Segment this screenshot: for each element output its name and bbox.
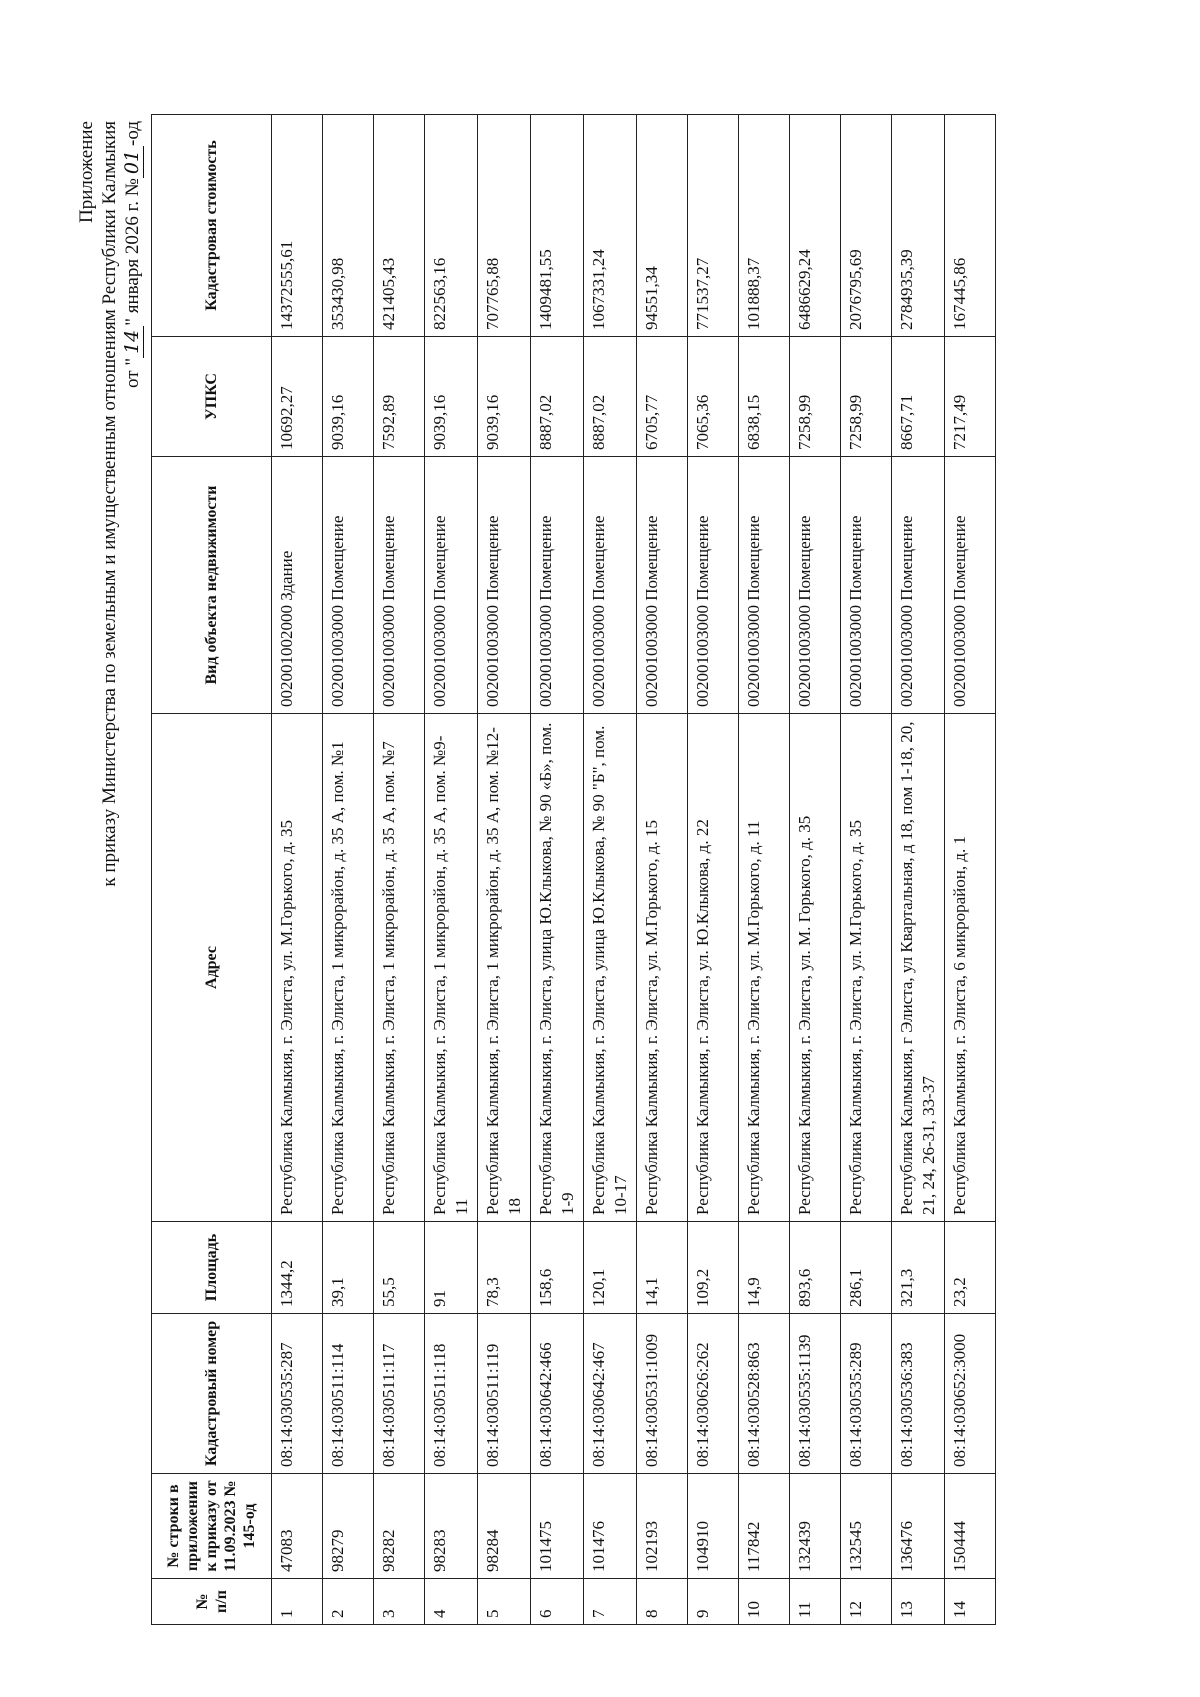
col-address-cell: Республика Калмыкия, г Элиста, ул Квартальная, д 18, пом 1-18, 20, 21, 24, 26-31, 33-37 — [892, 714, 945, 1222]
table-row — [531, 115, 584, 1625]
table-row — [945, 115, 996, 1625]
col-cadastral-number-header: Кадастровый номер — [152, 1314, 272, 1474]
col-row-number-cell: 4 — [425, 1579, 478, 1625]
col-upks-cell: 6838,15 — [739, 337, 790, 457]
header-date-suffix: -од — [122, 121, 143, 146]
col-upks-cell: 7258,99 — [790, 337, 841, 457]
col-row-number-cell: 5 — [478, 1579, 531, 1625]
col-area-cell: 91 — [425, 1222, 478, 1314]
table-row — [323, 115, 374, 1625]
col-area-cell: 14,9 — [739, 1222, 790, 1314]
col-cadastral-value-cell: 14372555,61 — [272, 115, 323, 337]
col-cadastral-number-cell: 08:14:030511:114 — [323, 1314, 374, 1474]
col-upks-cell: 7258,99 — [841, 337, 892, 457]
header-order-reference: к приказу Министерства по земельным и имущественным отношениям Республики Калмыкия — [99, 121, 120, 887]
col-address-header: Адрес — [152, 714, 272, 1222]
col-object-type-cell: 002001003000 Помещение — [531, 457, 584, 714]
col-area-cell: 893,6 — [790, 1222, 841, 1314]
header-date-prefix: от " — [122, 357, 143, 388]
col-cadastral-number-cell: 08:14:030535:1139 — [790, 1314, 841, 1474]
col-source-row-cell: 136476 — [892, 1474, 945, 1579]
col-source-row-cell: 117842 — [739, 1474, 790, 1579]
col-source-row-header: № строки в приложении к приказу от 11.09.2023 № 145-од — [152, 1474, 272, 1579]
col-upks-cell: 7592,89 — [374, 337, 425, 457]
col-source-row-cell: 132545 — [841, 1474, 892, 1579]
col-object-type-cell: 002001003000 Помещение — [374, 457, 425, 714]
col-object-type-cell: 002001003000 Помещение — [478, 457, 531, 714]
col-address-cell: Республика Калмыкия, г. Элиста, ул. М.Горького, д. 35 — [272, 714, 323, 1222]
col-cadastral-value-header: Кадастровая стоимость — [152, 115, 272, 337]
col-cadastral-value-cell: 6486629,24 — [790, 115, 841, 337]
col-cadastral-number-cell: 08:14:030642:467 — [584, 1314, 637, 1474]
cadastral-value-table — [151, 114, 996, 1625]
col-object-type-cell: 002001003000 Помещение — [637, 457, 688, 714]
header-title: Приложение — [76, 121, 97, 223]
document-header — [75, 121, 144, 887]
col-object-type-cell: 002001002000 Здание — [272, 457, 323, 714]
col-area-cell: 39,1 — [323, 1222, 374, 1314]
col-row-number-cell: 10 — [739, 1579, 790, 1625]
header-date-mid: " января 2026 г. № — [122, 178, 143, 326]
col-address-cell: Республика Калмыкия, г. Элиста, 6 микрорайон, д. 1 — [945, 714, 996, 1222]
col-cadastral-number-cell: 08:14:030528:863 — [739, 1314, 790, 1474]
col-object-type-header: Вид объекта недвижимости — [152, 457, 272, 714]
table-row — [841, 115, 892, 1625]
col-cadastral-value-cell: 2784935,39 — [892, 115, 945, 337]
col-cadastral-number-cell: 08:14:030642:466 — [531, 1314, 584, 1474]
col-row-number-cell: 3 — [374, 1579, 425, 1625]
col-row-number-cell: 13 — [892, 1579, 945, 1625]
col-address-cell: Республика Калмыкия, г. Элиста, улица Ю.Клыкова, № 90 "Б", пом. 10-17 — [584, 714, 637, 1222]
col-address-cell: Республика Калмыкия, г. Элиста, 1 микрорайон, д. 35 А, пом. №1 — [323, 714, 374, 1222]
col-cadastral-value-cell: 94551,34 — [637, 115, 688, 337]
col-source-row-cell: 101475 — [531, 1474, 584, 1579]
col-object-type-cell: 002001003000 Помещение — [584, 457, 637, 714]
col-object-type-cell: 002001003000 Помещение — [841, 457, 892, 714]
table-body — [272, 115, 996, 1625]
col-upks-cell: 8887,02 — [584, 337, 637, 457]
col-area-cell: 23,2 — [945, 1222, 996, 1314]
col-row-number-cell: 12 — [841, 1579, 892, 1625]
col-row-number-cell: 14 — [945, 1579, 996, 1625]
col-cadastral-number-cell: 08:14:030531:1009 — [637, 1314, 688, 1474]
col-address-cell: Республика Калмыкия, г. Элиста, улица Ю.Клыкова, № 90 «Б», пом. 1-9 — [531, 714, 584, 1222]
col-cadastral-number-cell: 08:14:030511:119 — [478, 1314, 531, 1474]
col-cadastral-number-cell: 08:14:030511:117 — [374, 1314, 425, 1474]
col-source-row-cell: 132439 — [790, 1474, 841, 1579]
col-source-row-cell: 98283 — [425, 1474, 478, 1579]
col-upks-cell: 9039,16 — [478, 337, 531, 457]
table-row — [637, 115, 688, 1625]
col-source-row-cell: 101476 — [584, 1474, 637, 1579]
col-area-cell: 78,3 — [478, 1222, 531, 1314]
col-area-cell: 109,2 — [688, 1222, 739, 1314]
col-address-cell: Республика Калмыкия, г. Элиста, 1 микрорайон, д. 35 А, пом. №9-11 — [425, 714, 478, 1222]
col-object-type-cell: 002001003000 Помещение — [790, 457, 841, 714]
col-address-cell: Республика Калмыкия, г. Элиста, ул. Ю.Клыкова, д. 22 — [688, 714, 739, 1222]
col-cadastral-number-cell: 08:14:030626:262 — [688, 1314, 739, 1474]
col-area-cell: 120,1 — [584, 1222, 637, 1314]
handwritten-day: 14 — [121, 326, 144, 358]
col-cadastral-value-cell: 707765,88 — [478, 115, 531, 337]
col-cadastral-value-cell: 822563,16 — [425, 115, 478, 337]
col-area-cell: 14,1 — [637, 1222, 688, 1314]
col-upks-cell: 6705,77 — [637, 337, 688, 457]
col-source-row-cell: 98282 — [374, 1474, 425, 1579]
col-area-cell: 321,3 — [892, 1222, 945, 1314]
col-upks-cell: 7217,49 — [945, 337, 996, 457]
col-area-cell: 286,1 — [841, 1222, 892, 1314]
col-address-cell: Республика Калмыкия, г. Элиста, ул. М. Горького, д. 35 — [790, 714, 841, 1222]
table-row — [272, 115, 323, 1625]
table-row — [425, 115, 478, 1625]
col-area-header: Площадь — [152, 1222, 272, 1314]
col-upks-cell: 9039,16 — [425, 337, 478, 457]
col-cadastral-value-cell: 1067331,24 — [584, 115, 637, 337]
col-cadastral-value-cell: 167445,86 — [945, 115, 996, 337]
col-cadastral-number-cell: 08:14:030535:289 — [841, 1314, 892, 1474]
col-cadastral-number-cell: 08:14:030511:118 — [425, 1314, 478, 1474]
col-object-type-cell: 002001003000 Помещение — [892, 457, 945, 714]
col-row-number-cell: 9 — [688, 1579, 739, 1625]
col-row-number-cell: 6 — [531, 1579, 584, 1625]
col-address-cell: Республика Калмыкия, г. Элиста, ул. М.Горького, д. 35 — [841, 714, 892, 1222]
col-source-row-cell: 102193 — [637, 1474, 688, 1579]
col-source-row-cell: 104910 — [688, 1474, 739, 1579]
col-row-number-cell: 11 — [790, 1579, 841, 1625]
col-upks-cell: 7065,36 — [688, 337, 739, 457]
col-cadastral-value-cell: 771537,27 — [688, 115, 739, 337]
table-row — [688, 115, 739, 1625]
col-address-cell: Республика Калмыкия, г. Элиста, 1 микрорайон, д. 35 А, пом. №7 — [374, 714, 425, 1222]
col-cadastral-number-cell: 08:14:030535:287 — [272, 1314, 323, 1474]
col-object-type-cell: 002001003000 Помещение — [739, 457, 790, 714]
table-row — [374, 115, 425, 1625]
header-order-date — [121, 121, 144, 887]
table-header-row — [152, 115, 272, 1625]
col-address-cell: Республика Калмыкия, г. Элиста, ул. М.Горького, д. 11 — [739, 714, 790, 1222]
col-source-row-cell: 47083 — [272, 1474, 323, 1579]
col-object-type-cell: 002001003000 Помещение — [945, 457, 996, 714]
col-cadastral-value-cell: 101888,37 — [739, 115, 790, 337]
col-address-cell: Республика Калмыкия, г. Элиста, 1 микрорайон, д. 35 А, пом. №12-18 — [478, 714, 531, 1222]
table-row — [584, 115, 637, 1625]
col-row-number-cell: 1 — [272, 1579, 323, 1625]
col-object-type-cell: 002001003000 Помещение — [323, 457, 374, 714]
col-row-number-cell: 2 — [323, 1579, 374, 1625]
handwritten-order-number: 01 — [121, 146, 144, 178]
col-row-number-cell: 7 — [584, 1579, 637, 1625]
col-cadastral-number-cell: 08:14:030652:3000 — [945, 1314, 996, 1474]
col-cadastral-value-cell: 1409481,55 — [531, 115, 584, 337]
col-object-type-cell: 002001003000 Помещение — [425, 457, 478, 714]
col-source-row-cell: 98279 — [323, 1474, 374, 1579]
col-source-row-cell: 98284 — [478, 1474, 531, 1579]
col-source-row-cell: 150444 — [945, 1474, 996, 1579]
col-upks-cell: 10692,27 — [272, 337, 323, 457]
col-object-type-cell: 002001003000 Помещение — [688, 457, 739, 714]
table-row — [478, 115, 531, 1625]
col-area-cell: 158,6 — [531, 1222, 584, 1314]
table-row — [790, 115, 841, 1625]
col-cadastral-value-cell: 2076795,69 — [841, 115, 892, 337]
col-cadastral-number-cell: 08:14:030536:383 — [892, 1314, 945, 1474]
col-area-cell: 55,5 — [374, 1222, 425, 1314]
col-cadastral-value-cell: 421405,43 — [374, 115, 425, 337]
col-upks-cell: 9039,16 — [323, 337, 374, 457]
col-row-number-header: № п/п — [152, 1579, 272, 1625]
col-upks-cell: 8667,71 — [892, 337, 945, 457]
col-row-number-cell: 8 — [637, 1579, 688, 1625]
col-cadastral-value-cell: 353430,98 — [323, 115, 374, 337]
col-address-cell: Республика Калмыкия, г. Элиста, ул. М.Горького, д. 15 — [637, 714, 688, 1222]
table-row — [892, 115, 945, 1625]
col-area-cell: 1344,2 — [272, 1222, 323, 1314]
col-upks-header: УПКС — [152, 337, 272, 457]
table-row — [739, 115, 790, 1625]
document-sheet — [75, 115, 1145, 1625]
col-upks-cell: 8887,02 — [531, 337, 584, 457]
